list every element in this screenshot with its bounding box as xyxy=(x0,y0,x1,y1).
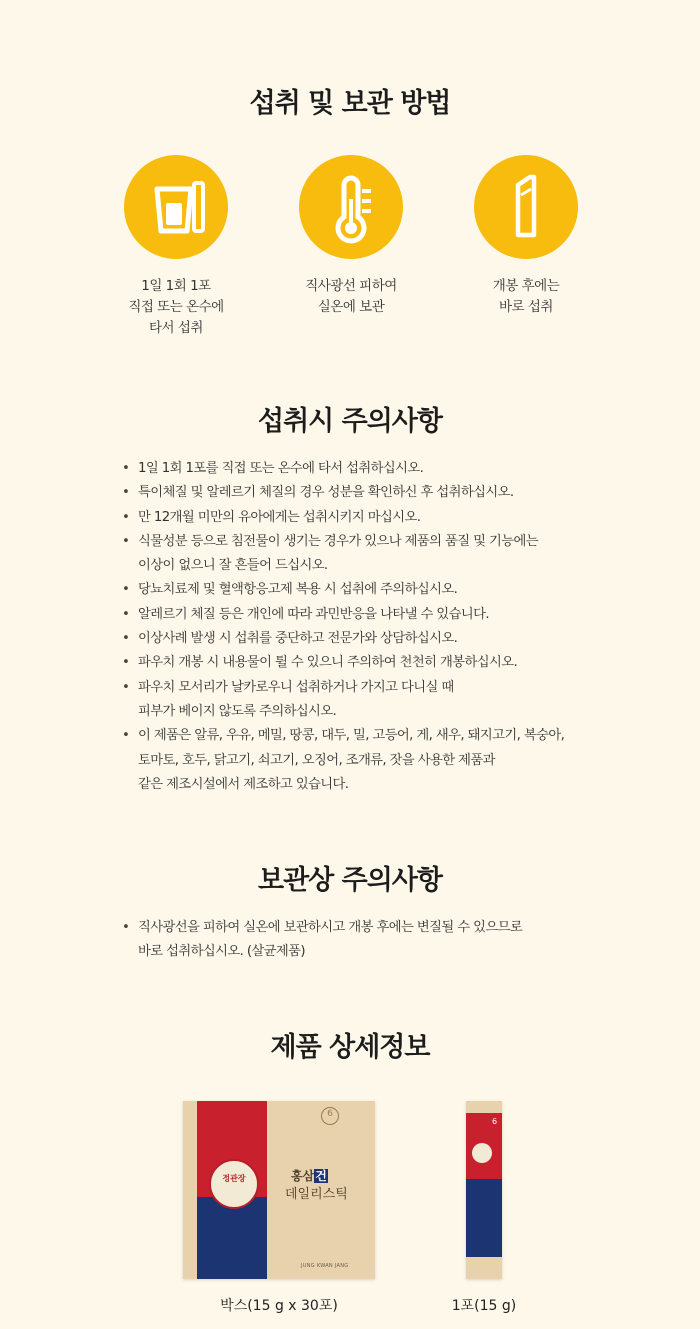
list-item: • 만 12개월 미만의 유아에게는 섭취시키지 마십시오. xyxy=(122,506,622,530)
list-item: • 1일 1회 1포를 직접 또는 온수에 타서 섭취하십시오. xyxy=(122,457,622,481)
stick-pouch-icon xyxy=(474,155,578,259)
list-item: • 특이체질 및 알레르기 체질의 경우 성분을 확인하신 후 섭취하십시오. xyxy=(122,481,622,505)
list-item: • 알레르기 체질 등은 개인에 따라 과민반응을 나타낼 수 있습니다. xyxy=(122,603,622,627)
box-navy-band xyxy=(197,1197,267,1279)
cup-and-stick-icon xyxy=(124,155,228,259)
box-badge-number: 6 xyxy=(327,1109,333,1119)
product-stick-image xyxy=(466,1101,502,1279)
precautions-title: 섭취시 주의사항 xyxy=(258,406,442,437)
usage-caption-3: 개봉 후에는 바로 섭취 xyxy=(492,278,560,315)
box-brand: 정관장 xyxy=(222,1174,246,1183)
storage-title: 보관상 주의사항 xyxy=(258,865,442,896)
stick-caption: 1포(15 g) xyxy=(451,1298,517,1314)
stick-navy-band xyxy=(466,1179,502,1257)
box-logo xyxy=(209,1159,259,1209)
usage-title: 섭취 및 보관 방법 xyxy=(249,88,451,119)
usage-caption-1: 1일 1회 1포 직접 또는 온수에 타서 섭취 xyxy=(128,278,224,336)
usage-icon-cup xyxy=(124,155,228,259)
list-item: • 식물성분 등으로 침전물이 생기는 경우가 있으나 제품의 품질 및 기능에는 이상이 없으니 잘 흔들어 드십시오. xyxy=(122,530,622,579)
usage-icon-thermometer xyxy=(299,155,403,259)
product-box-image xyxy=(183,1101,375,1279)
storage-list xyxy=(122,916,622,965)
product-title: 제품 상세정보 xyxy=(270,1032,430,1063)
box-product-name: 홍삼건 xyxy=(291,1169,327,1183)
list-item: • 이상사례 발생 시 섭취를 중단하고 전문가와 상담하십시오. xyxy=(122,627,622,651)
box-caption: 박스(15 g x 30포) xyxy=(220,1298,338,1314)
list-item: • 이 제품은 알류, 우유, 메밀, 땅콩, 대두, 밀, 고등어, 게, 새우, 돼지고기, 복숭아, 토마토, 호두, 닭고기, 쇠고기, 오징어, 조개류, 잣을 사용한 제품과 같은 제조시설에서 제조하고 있습니다. xyxy=(122,724,622,797)
box-maker: JUNG KWAN JANG xyxy=(301,1263,349,1269)
stick-logo xyxy=(472,1143,492,1163)
precautions-list xyxy=(122,457,622,797)
box-product-subname: 데일리스틱 xyxy=(285,1187,348,1202)
list-item: • 직사광선을 피하여 실온에 보관하시고 개봉 후에는 변질될 수 있으므로 바로 섭취하십시오. (살균제품) xyxy=(122,916,622,965)
usage-icon-stick xyxy=(474,155,578,259)
thermometer-icon xyxy=(299,155,403,259)
list-item: • 당뇨치료제 및 혈액항응고제 복용 시 섭취에 주의하십시오. xyxy=(122,578,622,602)
stick-badge: 6 xyxy=(492,1117,498,1126)
usage-caption-2: 직사광선 피하여 실온에 보관 xyxy=(305,278,397,315)
list-item: • 파우치 모서리가 날카로우니 섭취하거나 가지고 다니실 때 피부가 베이지 않도록 주의하십시오. xyxy=(122,676,622,725)
list-item: • 파우치 개봉 시 내용물이 튈 수 있으니 주의하여 천천히 개봉하십시오. xyxy=(122,651,622,675)
